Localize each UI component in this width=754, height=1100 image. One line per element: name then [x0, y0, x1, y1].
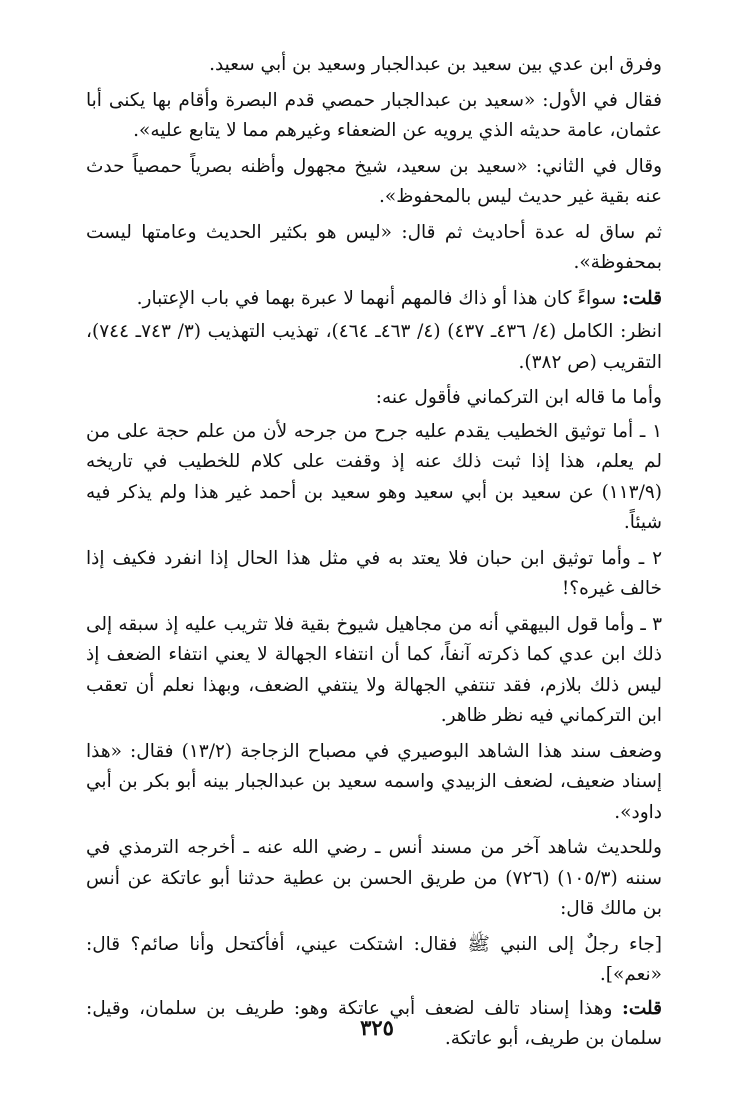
paragraph-8: [86, 417, 662, 539]
paragraph-3: [86, 152, 662, 213]
paragraph-text: ٣ ـ وأما قول البيهقي أنه من مجاهيل شيوخ بقية فلا تثريب عليه إذ سبقه إلى ذلك ابن عدي كما ذكرته آنفاً، كما أن انتفاء الجهالة لا يعني انتفاء الضعف إذ ليس ذلك بلازم، فقد تنتفي الجهالة ولا ينتفي الضعف، وبهذا نعلم أن تعقب ابن التركماني فيه نظر ظاهر.: [86, 613, 662, 726]
paragraph-11: [86, 737, 662, 829]
page-body: [86, 50, 662, 1060]
paragraph-7: [86, 383, 662, 414]
paragraph-4: [86, 218, 662, 279]
paragraph-5: [86, 284, 662, 315]
paragraph-text: [جاء رجلٌ إلى النبي ﷺ فقال: اشتكت عيني، أفأكتحل وأنا صائم؟ قال: «نعم»].: [86, 933, 662, 985]
paragraph-text: ١ ـ أما توثيق الخطيب يقدم عليه جرح من جرحه لأن من علم حجة على من لم يعلم، هذا إذا ثبت ذلك عنه إذ وقفت على كلام للخطيب في تاريخه (١١٣/٩) عن سعيد بن أبي سعيد وهو سعيد بن أحمد غير هذا ولم يذكر فيه شيئاً.: [86, 420, 662, 533]
paragraph-text: وأما ما قاله ابن التركماني فأقول عنه:: [375, 387, 662, 408]
paragraph-text: وقال في الثاني: «سعيد بن سعيد، شيخ مجهول وأظنه بصرياً حمصياً حدث عنه بقية غير حديث ليس بالمحفوظ».: [86, 155, 662, 207]
paragraph-text: ٢ ـ وأما توثيق ابن حبان فلا يعتد به في مثل هذا الحال إذا انفرد فكيف إذا خالف غيره؟!: [86, 547, 662, 599]
paragraph-text: فقال في الأول: «سعيد بن عبدالجبار حمصي قدم البصرة وأقام بها يكنى أبا عثمان، عامة حديثه الذي يرويه عن الضعفاء وغيرهم مما لا يتابع عليه».: [86, 89, 662, 141]
page-number: ٣٢٥: [360, 1015, 394, 1040]
paragraph-9: [86, 544, 662, 605]
paragraph-2: [86, 86, 662, 147]
paragraph-10: [86, 610, 662, 732]
paragraph-text: ثم ساق له عدة أحاديث ثم قال: «ليس هو بكثير الحديث وعامتها ليست بمحفوظة».: [86, 221, 662, 273]
paragraph-lead: قلت:: [622, 997, 662, 1019]
paragraph-lead: قلت:: [622, 287, 662, 309]
paragraph-1: [86, 50, 662, 81]
paragraph-text: وهذا إسناد تالف لضعف أبي عاتكة وهو: طريف بن سلمان، وقيل: سلمان بن طريف، أبو عاتكة.: [86, 997, 662, 1049]
paragraph-6: [86, 317, 662, 378]
paragraph-text: انظر: الكامل (٤/ ٤٣٦ـ ٤٣٧) (٤/ ٤٦٣ـ ٤٦٤)، تهذيب التهذيب (٣/ ٧٤٣ـ ٧٤٤)، التقريب (ص ٣٨٢).: [86, 321, 663, 373]
paragraph-text: وفرق ابن عدي بين سعيد بن عبدالجبار وسعيد بن أبي سعيد.: [209, 54, 662, 75]
paragraph-text: وضعف سند هذا الشاهد البوصيري في مصباح الزجاجة (١٣/٢) فقال: «هذا إسناد ضعيف، لضعف الزبيدي واسمه سعيد بن عبدالجبار بينه أبو بكر بن أبي داود».: [86, 740, 663, 823]
paragraph-text: سواءً كان هذا أو ذاك فالمهم أنهما لا عبرة بهما في باب الإعتبار.: [136, 287, 623, 309]
paragraph-text: وللحديث شاهد آخر من مسند أنس ـ رضي الله عنه ـ أخرجه الترمذي في سننه (١٠٥/٣) (٧٢٦) من طريق الحسن بن عطية حدثنا أبو عاتكة عن أنس بن مالك قال:: [86, 837, 663, 919]
paragraph-12: [86, 833, 662, 925]
paragraph-13: [86, 930, 662, 991]
